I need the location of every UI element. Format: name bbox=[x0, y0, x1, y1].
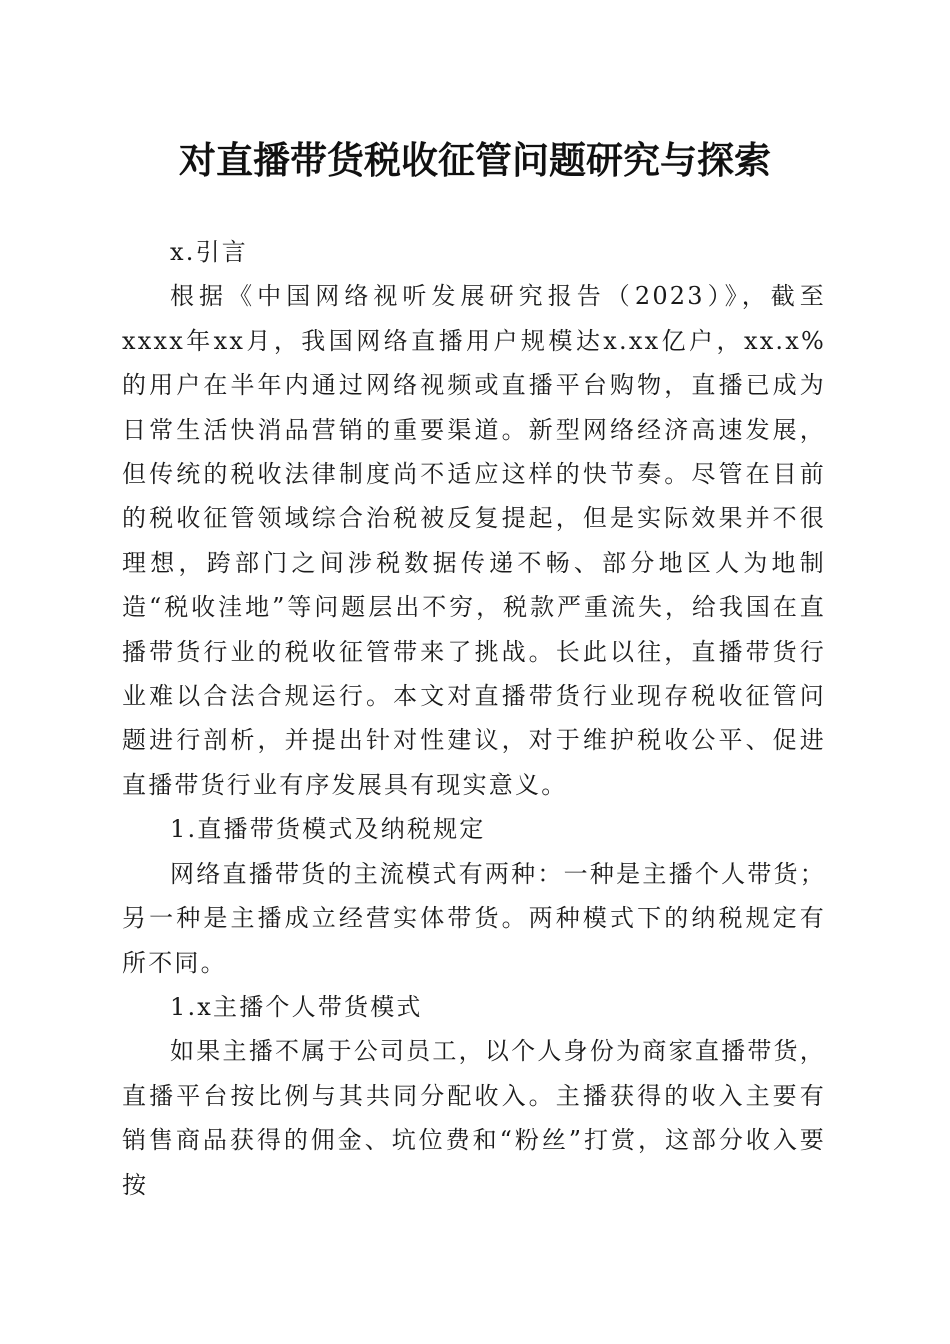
document-title: 对直播带货税收征管问题研究与探索 bbox=[179, 138, 771, 182]
section-heading-individual-mode: 1.x主播个人带货模式 bbox=[170, 992, 423, 1021]
section-heading-introduction: x.引言 bbox=[170, 238, 248, 266]
document-body bbox=[122, 230, 826, 1207]
paragraph-introduction: 根据《中国网络视听发展研究报告（2023）》，截至xxxx年xx月，我国网络直播用户规模达x.xx亿户，xx.x%的用户在半年内通过网络视频或直播平台购物，直播已成为日常生活快消品营销的重要渠道。新型网络经济高速发展，但传统的税收法律制度尚不适应这样的快节奏。尽管在目前的税收征管领域综合治税被反复提起，但是实际效果并不很理想，跨部门之间涉税数据传递不畅、部分地区人为地制造“税收洼地”等问题层出不穷，税款严重流失，给我国在直播带货行业的税收征管带来了挑战。长此以往，直播带货行业难以合法合规运行。本文对直播带货行业现存税收征管问题进行剖析，并提出针对性建议，对于维护税收公平、促进直播带货行业有序发展具有现实意义。 bbox=[122, 282, 826, 799]
section-heading-models: 1.直播带货模式及纳税规定 bbox=[170, 815, 486, 844]
paragraph-models: 网络直播带货的主流模式有两种：一种是主播个人带货；另一种是主播成立经营实体带货。两种模式下的纳税规定有所不同。 bbox=[122, 859, 826, 977]
paragraph-individual-mode: 如果主播不属于公司员工，以个人身份为商家直播带货，直播平台按比例与其共同分配收入。主播获得的收入主要有销售商品获得的佣金、坑位费和“粉丝”打赏，这部分收入要按 bbox=[122, 1037, 826, 1199]
